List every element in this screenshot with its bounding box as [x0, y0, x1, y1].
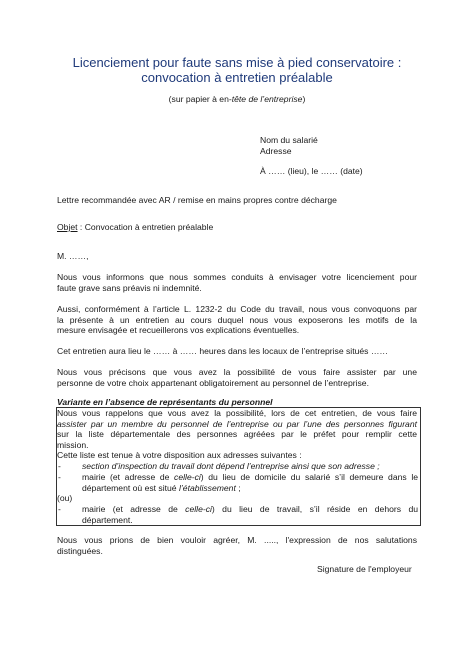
variant-item-mairie-travail: mairie (et adresse de celle-ci) du lieu de travail, s’il réside en dehors du département.	[82, 504, 419, 525]
paragraph-2: Aussi, conformément à l’article L. 1232-2 du Code du travail, nous vous convoquons par la présente à un entretien au cours duquel nous vous exposerons les motifs de la mesure envisagée et recueillerons vos explications éventuelles.	[57, 304, 417, 336]
recipient-address: Adresse	[260, 146, 292, 156]
paragraph-1: Nous vous informons que nous sommes conduits à envisager votre licenciement pour faute grave sans préavis ni indemnité.	[57, 272, 417, 293]
salutation: M. ……,	[57, 251, 89, 261]
signature-line: Signature de l'employeur	[317, 564, 412, 574]
paragraph-4: Nous vous précisons que vous avez la possibilité de vous faire assister par une personne de votre choix appartenant obligatoirement au personnel de l’entreprise.	[57, 367, 417, 388]
variant-item-inspection: section d’inspection du travail dont dépend l’entreprise ainsi que son adresse ;	[82, 461, 380, 471]
variant-item-mairie-domicile: mairie (et adresse de celle-ci) du lieu de domicile du salarié s’il demeure dans le département où est situé l’établissement ;	[82, 472, 419, 493]
closing-paragraph: Nous vous prions de bien vouloir agréer, M. ....., l'expression de nos salutations distinguées.	[57, 535, 417, 556]
delivery-method: Lettre recommandée avec AR / remise en mains propres contre décharge	[57, 195, 337, 205]
letter-title-line-1: Licenciement pour faute sans mise à pied conservatoire :	[72, 55, 402, 70]
letterhead-note: (sur papier à en-tête de l’entreprise)	[168, 94, 306, 104]
variant-paragraph: Nous vous rappelons que vous avez la possibilité, lors de cet entretien, de vous faire assister par un membre du personnel de l’entreprise ou par l’une des personnes figurant sur la liste départementale des personnes agréées par le préfet pour remplir cette mission. Cette liste est tenue à votre disposition aux adresses suivantes :	[57, 408, 417, 461]
bullet-dash: -	[58, 461, 61, 471]
or-label: (ou)	[57, 493, 73, 503]
bullet-dash: -	[58, 472, 61, 482]
recipient-name: Nom du salarié	[260, 135, 318, 145]
object-line: Objet : Convocation à entretien préalable	[57, 222, 214, 232]
paragraph-3: Cet entretien aura lieu le …… à …… heures dans les locaux de l’entreprise situés ……	[57, 346, 389, 356]
letter-title-line-2: convocation à entretien préalable	[141, 70, 333, 85]
place-and-date: À …… (lieu), le …… (date)	[260, 166, 363, 176]
bullet-dash: -	[58, 504, 61, 514]
variant-heading: Variante en l’absence de représentants du personnel	[57, 397, 273, 407]
